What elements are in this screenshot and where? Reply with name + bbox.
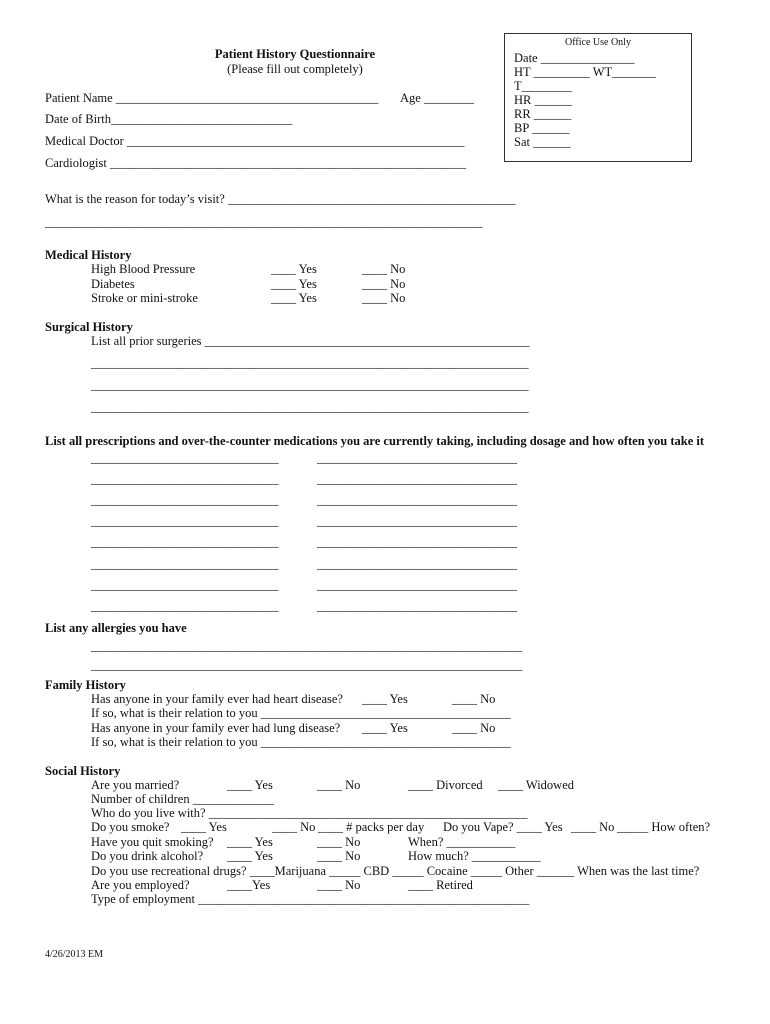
patient-name-field[interactable]: Patient Name __________________________________________ xyxy=(45,91,379,105)
hbp-yes-blank[interactable]: ____ Yes xyxy=(271,262,317,276)
live-with-field[interactable]: Who do you live with? ___________________________________________________ xyxy=(91,806,528,820)
quit-no-blank[interactable]: ____ No xyxy=(317,835,361,849)
surgical-history-heading: Surgical History xyxy=(45,320,133,334)
surgery-line[interactable]: ______________________________________________________________________ xyxy=(91,400,529,414)
medical-label-stroke: Stroke or mini-stroke xyxy=(91,291,198,305)
medication-line-right[interactable]: ________________________________ xyxy=(317,599,517,613)
medication-line-right[interactable]: ________________________________ xyxy=(317,535,517,549)
heart-disease-no-blank[interactable]: ____ No xyxy=(452,692,496,706)
heart-disease-relation-field[interactable]: If so, what is their relation to you ________________________________________ xyxy=(91,706,511,720)
office-t-field[interactable]: T________ xyxy=(514,79,572,93)
visit-reason-field[interactable]: What is the reason for today’s visit? ______________________________________________ xyxy=(45,192,516,206)
vape-how-often-blank[interactable]: _____ How often? xyxy=(617,820,711,834)
lung-disease-relation-field[interactable]: If so, what is their relation to you ________________________________________ xyxy=(91,735,511,749)
allergy-line[interactable]: _____________________________________________________________________ xyxy=(91,658,523,672)
allergies-heading: List any allergies you have xyxy=(45,621,187,635)
date-of-birth-field[interactable]: Date of Birth_____________________________ xyxy=(45,112,293,126)
office-bp-field[interactable]: BP ______ xyxy=(514,121,570,135)
employed-question: Are you employed? xyxy=(91,878,190,892)
medical-label-diabetes: Diabetes xyxy=(91,277,135,291)
divorced-blank[interactable]: ____ Divorced xyxy=(408,778,483,792)
retired-blank[interactable]: ____ Retired xyxy=(408,878,473,892)
surgery-line[interactable]: ______________________________________________________________________ xyxy=(91,356,529,370)
revision-date: 4/26/2013 EM xyxy=(45,949,104,960)
packs-per-day-blank[interactable]: ____ # packs per day xyxy=(318,820,425,834)
office-use-title: Office Use Only xyxy=(565,37,631,48)
alcohol-no-blank[interactable]: ____ No xyxy=(317,849,361,863)
medical-label-hbp: High Blood Pressure xyxy=(91,262,196,276)
medication-line-left[interactable]: ______________________________ xyxy=(91,451,279,465)
diabetes-yes-blank[interactable]: ____ Yes xyxy=(271,277,317,291)
page-title: Patient History Questionnaire xyxy=(214,47,376,61)
medication-line-left[interactable]: ______________________________ xyxy=(91,578,279,592)
employed-yes-blank[interactable]: ____Yes xyxy=(227,878,271,892)
recreational-drugs-field[interactable]: Do you use recreational drugs? ____Marijuana _____ CBD _____ Cocaine _____ Other ______ When was the last time? xyxy=(91,864,700,878)
quit-yes-blank[interactable]: ____ Yes xyxy=(227,835,273,849)
heart-disease-question: Has anyone in your family ever had heart disease? xyxy=(91,692,343,706)
married-yes-blank[interactable]: ____ Yes xyxy=(227,778,273,792)
visit-reason-line[interactable]: ______________________________________________________________________ xyxy=(45,215,483,229)
vape-yes-blank[interactable]: Do you Vape? ____ Yes xyxy=(443,820,563,834)
married-question: Are you married? xyxy=(91,778,180,792)
alcohol-yes-blank[interactable]: ____ Yes xyxy=(227,849,273,863)
smoke-question: Do you smoke? xyxy=(91,820,170,834)
office-ht-wt-field[interactable]: HT _________ WT_______ xyxy=(514,65,656,79)
employment-type-field[interactable]: Type of employment _____________________________________________________ xyxy=(91,892,530,906)
office-sat-field[interactable]: Sat ______ xyxy=(514,135,571,149)
office-rr-field[interactable]: RR ______ xyxy=(514,107,572,121)
alcohol-question: Do you drink alcohol? xyxy=(91,849,204,863)
lung-disease-question: Has anyone in your family ever had lung disease? xyxy=(91,721,341,735)
medications-heading: List all prescriptions and over-the-counter medications you are currently taking, including dosage and how often you take it xyxy=(45,434,705,448)
medication-line-right[interactable]: ________________________________ xyxy=(317,472,517,486)
medication-line-left[interactable]: ______________________________ xyxy=(91,535,279,549)
medication-line-left[interactable]: ______________________________ xyxy=(91,599,279,613)
stroke-no-blank[interactable]: ____ No xyxy=(362,291,406,305)
diabetes-no-blank[interactable]: ____ No xyxy=(362,277,406,291)
allergy-line[interactable]: _____________________________________________________________________ xyxy=(91,639,523,653)
prior-surgeries-field[interactable]: List all prior surgeries ____________________________________________________ xyxy=(91,334,530,348)
married-no-blank[interactable]: ____ No xyxy=(317,778,361,792)
smoke-yes-blank[interactable]: ____ Yes xyxy=(181,820,227,834)
stroke-yes-blank[interactable]: ____ Yes xyxy=(271,291,317,305)
page-subtitle: (Please fill out completely) xyxy=(227,62,363,76)
medication-line-right[interactable]: ________________________________ xyxy=(317,451,517,465)
cardiologist-field[interactable]: Cardiologist _________________________________________________________ xyxy=(45,156,467,170)
lung-disease-no-blank[interactable]: ____ No xyxy=(452,721,496,735)
children-count-field[interactable]: Number of children _____________ xyxy=(91,792,274,806)
alcohol-amount-field[interactable]: How much? ___________ xyxy=(408,849,541,863)
hbp-no-blank[interactable]: ____ No xyxy=(362,262,406,276)
medication-line-right[interactable]: ________________________________ xyxy=(317,514,517,528)
employed-no-blank[interactable]: ____ No xyxy=(317,878,361,892)
patient-age-field[interactable]: Age ________ xyxy=(400,91,474,105)
vape-no-blank[interactable]: ____ No xyxy=(571,820,615,834)
heart-disease-yes-blank[interactable]: ____ Yes xyxy=(362,692,408,706)
surgery-line[interactable]: ______________________________________________________________________ xyxy=(91,378,529,392)
medication-line-left[interactable]: ______________________________ xyxy=(91,472,279,486)
smoke-no-blank[interactable]: ____ No xyxy=(272,820,316,834)
medication-line-left[interactable]: ______________________________ xyxy=(91,557,279,571)
medication-line-left[interactable]: ______________________________ xyxy=(91,493,279,507)
lung-disease-yes-blank[interactable]: ____ Yes xyxy=(362,721,408,735)
office-date-field[interactable]: Date _______________ xyxy=(514,51,635,65)
quit-when-field[interactable]: When? ___________ xyxy=(408,835,516,849)
medical-doctor-field[interactable]: Medical Doctor ______________________________________________________ xyxy=(45,134,465,148)
medication-line-right[interactable]: ________________________________ xyxy=(317,578,517,592)
medication-line-right[interactable]: ________________________________ xyxy=(317,493,517,507)
medication-line-right[interactable]: ________________________________ xyxy=(317,557,517,571)
medication-line-left[interactable]: ______________________________ xyxy=(91,514,279,528)
family-history-heading: Family History xyxy=(45,678,126,692)
office-hr-field[interactable]: HR ______ xyxy=(514,93,572,107)
widowed-blank[interactable]: ____ Widowed xyxy=(498,778,574,792)
quit-smoking-question: Have you quit smoking? xyxy=(91,835,214,849)
social-history-heading: Social History xyxy=(45,764,121,778)
medical-history-heading: Medical History xyxy=(45,248,132,262)
